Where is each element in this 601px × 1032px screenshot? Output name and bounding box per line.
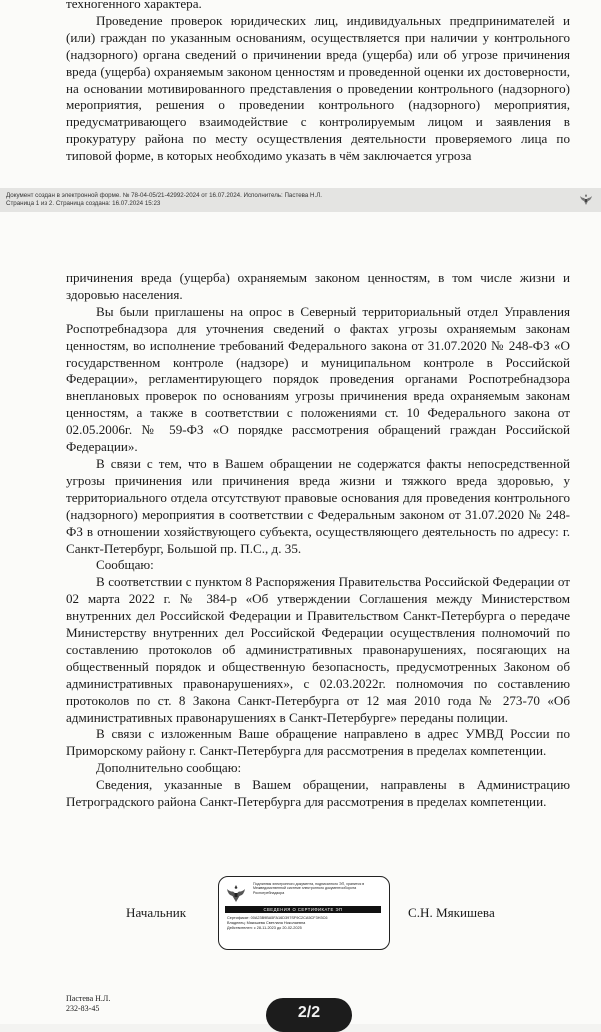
signatory-title: Начальник: [126, 905, 187, 920]
paragraph: Проведение проверок юридических лиц, индивидуальных предпринимателей и (или) граждан по указанным основаниям, осуществляется при наличии у контрольного (надзорного) органа сведений о причинении вреда (ущерба) или об угрозе причинения вреда (ущерба) охраняемым законом ценностям и проведенной оценки их достоверности, на основании мотивированного представления о проведении контрольного (надзорного) мероприятия, решения о проведении контрольного (надзорного) мероприятия, предусматривающего взаимодействие с контролируемым лицом и заявления в прокуратуру района по месту осуществления деятельности проверяемого лица по типовой форме, в которых необходимо указать в чём заключается угроза: [66, 12, 570, 164]
double-headed-eagle-icon: [578, 192, 594, 208]
document-page-2: [0, 212, 601, 1024]
footer-line-page-info: Страница 1 из 2. Страница создана: 16.07.2024 15:23: [6, 200, 161, 207]
document-page-1: [0, 0, 601, 188]
page-2-body-text: [66, 270, 570, 811]
stamp-details: [227, 916, 383, 932]
stamp-valid: Действителен: с 28-11-2023 до 20-02-2025: [227, 926, 302, 931]
executor-name: Пастева Н.Л.: [66, 994, 111, 1003]
paragraph: Вы были приглашены на опрос в Северный территориальный отдел Управления Роспотребнадзора для уточнения сведений о фактах угрозы охраняемым законам ценностям, во исполнение требований Федерального закона от 31.07.2020 № 248-ФЗ «О государственном контроле (надзоре) и муниципальном контроле в Российской Федерации», регламентирующего порядок проведения органами Роспотребнадзора внеплановых проверок по основаниям угрозы причинения вреда охраняемым законам ценностям, а также в соответствии с положениями ст. 10 Федерального закона от 02.05.2006г. № 59-ФЗ «О порядке рассмотрения обращений граждан Российской Федерации».: [66, 303, 570, 455]
stamp-header: Подлинник электронного документа, подписанного ЭП, хранится в Межведомственной системе электронного документооборота Роспотребнадзора: [253, 882, 365, 895]
signature-block: [0, 876, 601, 956]
executor-phone: 232-83-45: [66, 1003, 100, 1013]
executor-info: [66, 994, 110, 1013]
paragraph: В связи с изложенным Ваше обращение направлено в адрес УМВД России по Приморскому району г. Санкт-Петербурга для рассмотрения в пределах компетенции.: [66, 726, 570, 759]
coat-of-arms-icon: [225, 883, 247, 905]
paragraph: Сообщаю:: [96, 557, 154, 573]
page-1-body-text: [66, 0, 570, 165]
paragraph: техногенного характера.: [66, 0, 202, 11]
paragraph: Дополнительно сообщаю:: [96, 760, 242, 776]
footer-line-document-id: Документ создан в электронной форме. № 78-04-05/21-42992-2024 от 16.07.2024. Исполнитель: Пастева Н.Л.: [6, 192, 323, 199]
document-footer-meta: [6, 192, 566, 208]
electronic-signature-stamp: [218, 876, 390, 950]
stamp-certificate-bar: СВЕДЕНИЯ О СЕРТИФИКАТЕ ЭП: [225, 906, 381, 913]
paragraph: причинения вреда (ущерба) охраняемым законом ценностям, в том числе жизни и здоровью населения.: [66, 270, 570, 302]
stamp-owner: Владелец: Мякишева Светлана Николаевна: [227, 921, 306, 926]
signatory-name: С.Н. Мякишева: [408, 905, 495, 920]
paragraph: В соответствии с пунктом 8 Распоряжения Правительства Российской Федерации от 02 марта 2022 г. № 384-р «Об утверждении Соглашения между Министерством внутренних дел Российской Федерации и Правительством Санкт-Петербурга о передаче Министерству внутренних дел Российской Федерации осуществления полномочий по составлению протоколов об административных правонарушениях, посягающих на общественный порядок и общественную безопасность, предусмотренных Законом об административных правонарушениях», с 02.03.2022г. полномочия по составлению протоколов по ст. 8 Закона Санкт-Петербурга от 12 мая 2010 года № 273-70 «Об административных правонарушениях в Санкт-Петербурге» переданы полиции.: [66, 574, 570, 725]
paragraph: В связи с тем, что в Вашем обращении не содержатся факты непосредственной угрозы причинения или причинения вреда жизни и тяжкого вреда здоровью, у территориального отдела отсутствуют правовые основания для проведения контрольного (надзорного) мероприятия в соответствии с Федеральным законом от 31.07.2020 № 248-ФЗ в отношении хозяйствующего субъекта, осуществляющего деятельность по адресу: г. Санкт-Петербург, Большой пр. П.С., д. 35.: [66, 455, 570, 556]
stamp-certificate: Сертификат: 00A23B9BA5FA16D397SF9C2CA5CF3H3C6: [227, 916, 328, 920]
paragraph: Сведения, указанные в Вашем обращении, направлены в Администрацию Петроградского района Санкт-Петербурга для рассмотрения в пределах компетенции.: [66, 777, 570, 810]
page-indicator[interactable]: 2/2: [266, 998, 352, 1032]
